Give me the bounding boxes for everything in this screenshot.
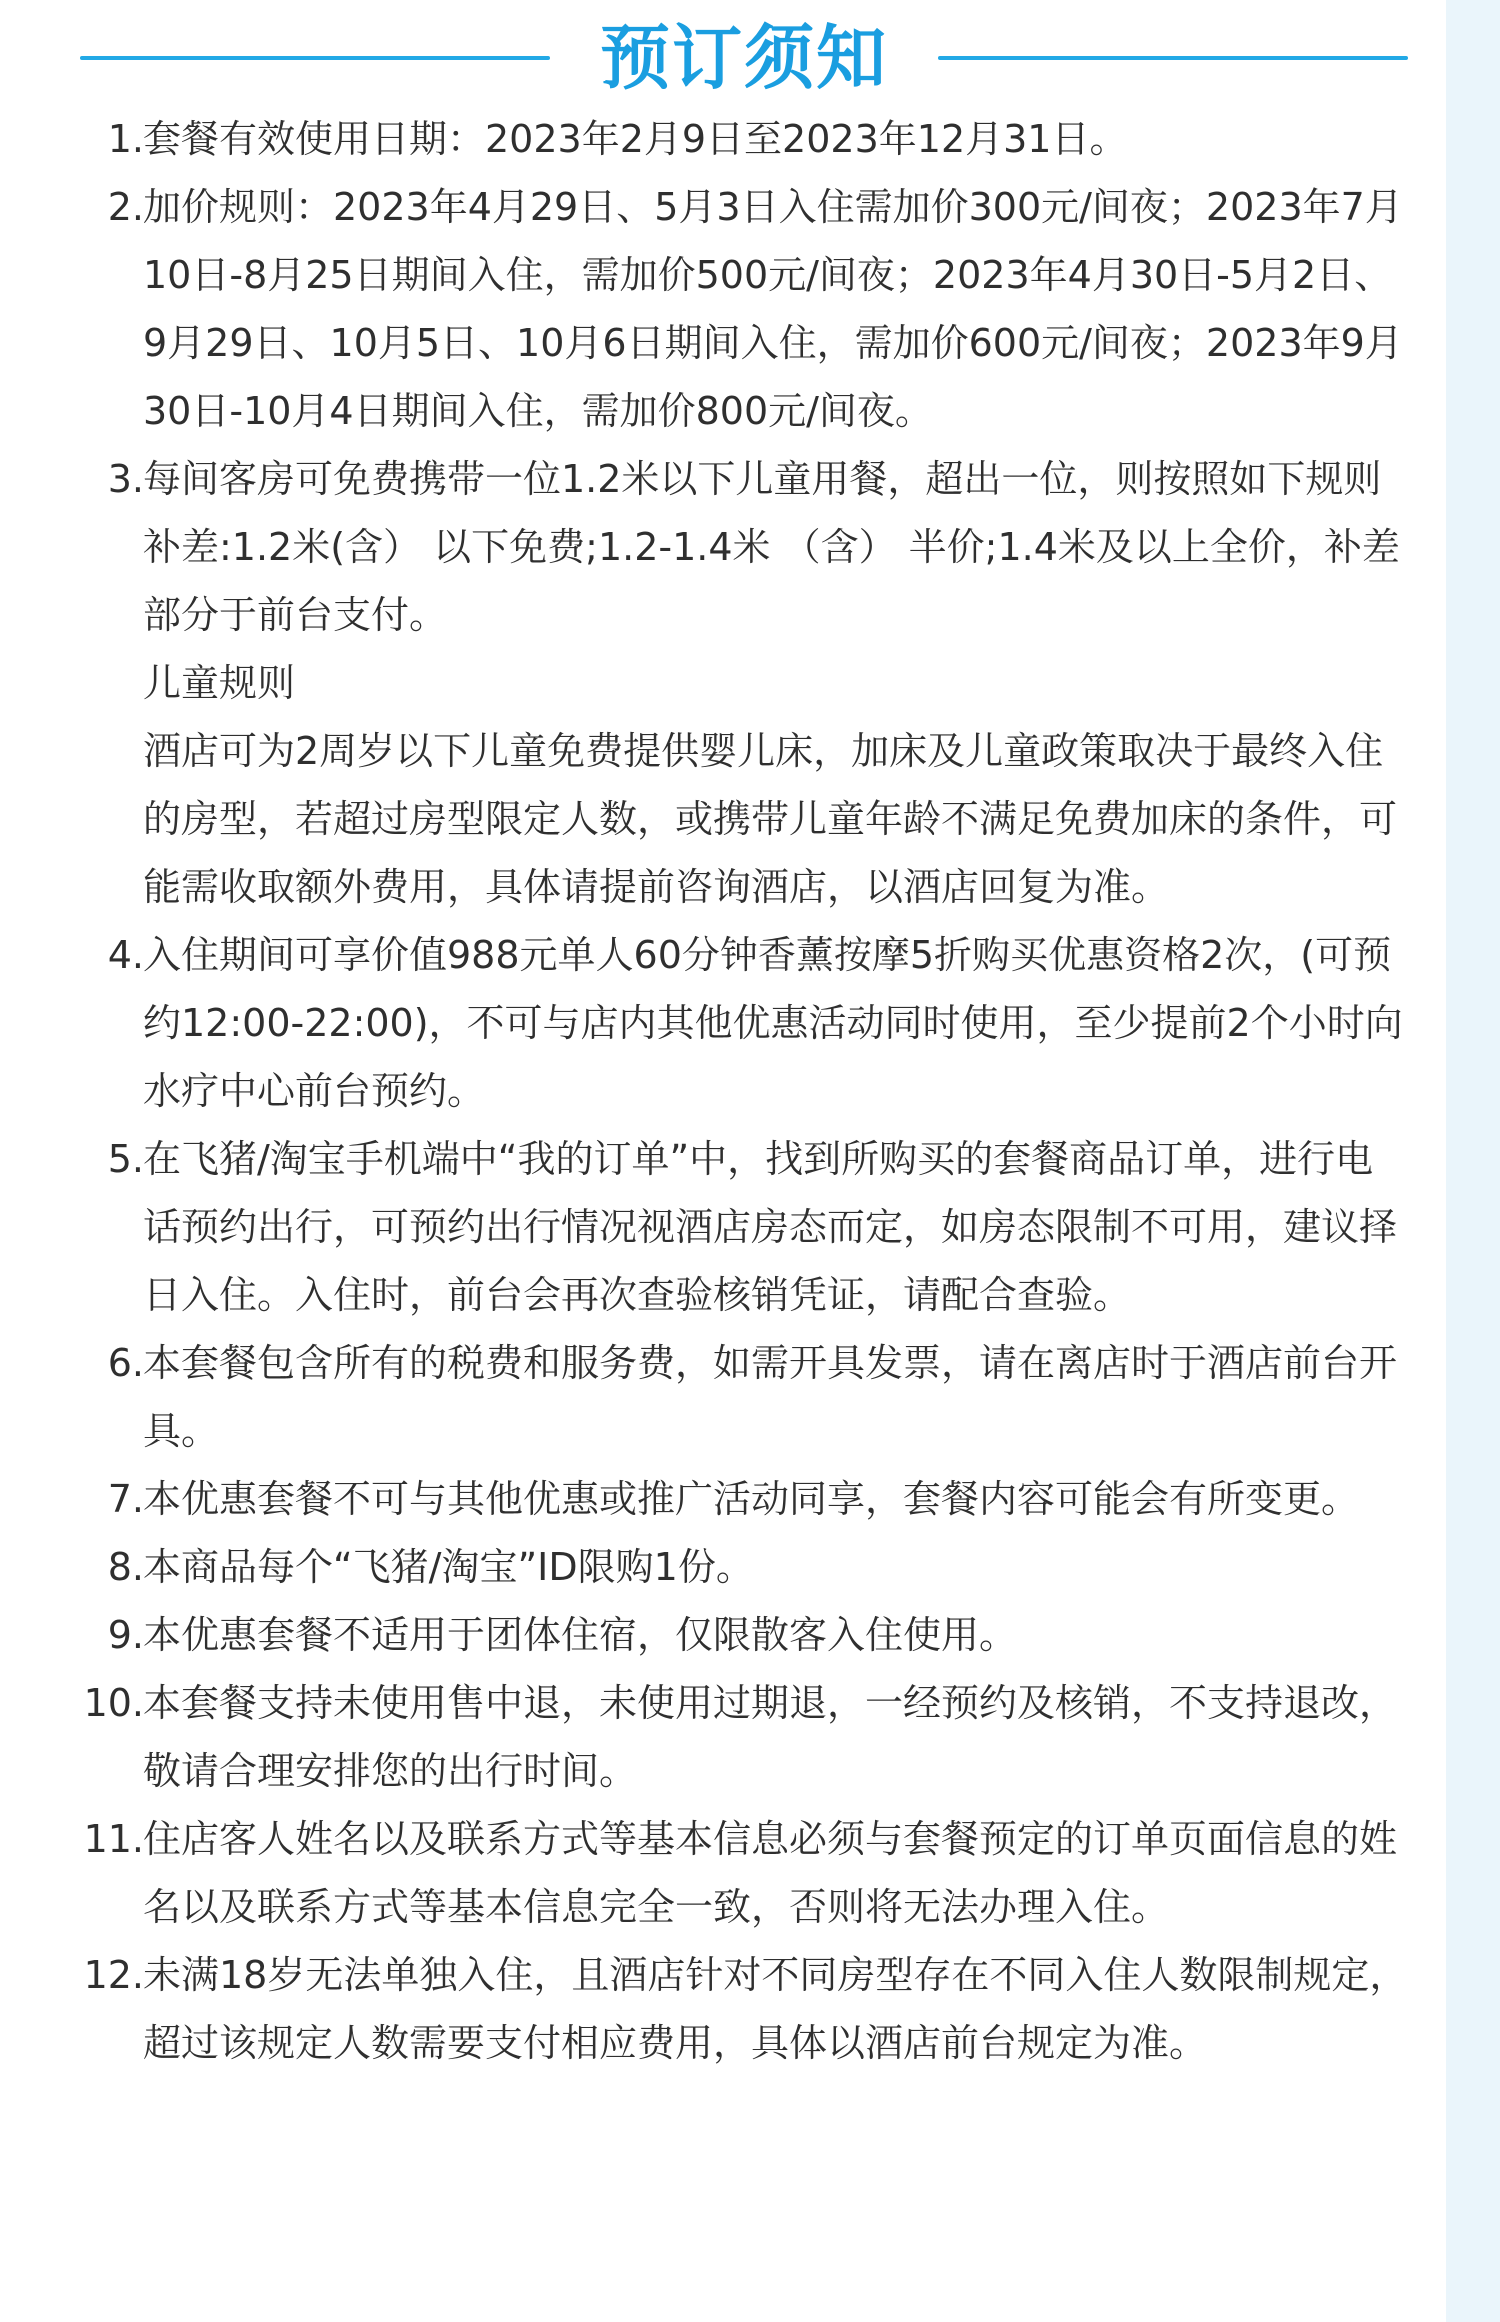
notice-item-number: 9. [107, 1613, 144, 1657]
notice-item-7 [80, 1465, 1410, 1533]
notice-item-2 [80, 173, 1410, 445]
section-title: 预订须知 [600, 17, 888, 99]
notice-item-text: 套餐有效使用日期：2023年2月9日至2023年12月31日。 [143, 117, 1128, 161]
header-divider-right [938, 56, 1408, 60]
notice-item-number: 10. [83, 1681, 144, 1725]
notice-item-number: 4. [107, 933, 144, 977]
notice-item-text: 本套餐支持未使用售中退，未使用过期退，一经预约及核销，不支持退改，敬请合理安排您的出行时间。 [143, 1681, 1398, 1793]
section-header [80, 14, 1408, 102]
notice-item-text: 住店客人姓名以及联系方式等基本信息必须与套餐预定的订单页面信息的姓名以及联系方式等基本信息完全一致，否则将无法办理入住。 [143, 1817, 1398, 1929]
notice-item-number: 11. [83, 1817, 144, 1861]
notice-item-text: 加价规则：2023年4月29日、5月3日入住需加价300元/间夜；2023年7月10日-8月25日期间入住，需加价500元/间夜；2023年4月30日-5月2日、9月29日、10月5日、10月6日期间入住，需加价600元/间夜；2023年9月30日-10月4日期间入住，需加价800元/间夜。 [143, 185, 1403, 433]
child-rules-text: 酒店可为2周岁以下儿童免费提供婴儿床，加床及儿童政策取决于最终入住的房型，若超过房型限定人数，或携带儿童年龄不满足免费加床的条件，可能需收取额外费用，具体请提前咨询酒店，以酒店回复为准。 [143, 729, 1398, 909]
notice-item-text: 每间客房可免费携带一位1.2米以下儿童用餐，超出一位，则按照如下规则补差:1.2米(含） 以下免费;1.2-1.4米 （含） 半价;1.4米及以上全价，补差部分于前台支付。 [143, 457, 1400, 637]
notice-item-text: 本优惠套餐不可与其他优惠或推广活动同享，套餐内容可能会有所变更。 [143, 1477, 1360, 1521]
header-divider-left [80, 56, 550, 60]
notice-item-12 [80, 1941, 1410, 2077]
notice-item-11 [80, 1805, 1410, 1941]
notice-item-text: 在飞猪/淘宝手机端中“我的订单”中，找到所购买的套餐商品订单，进行电话预约出行，可预约出行情况视酒店房态而定，如房态限制不可用，建议择日入住。入住时，前台会再次查验核销凭证，请配合查验。 [143, 1137, 1398, 1317]
notice-item-text: 本优惠套餐不适用于团体住宿，仅限散客入住使用。 [143, 1613, 1018, 1657]
notice-item-text: 未满18岁无法单独入住，且酒店针对不同房型存在不同入住人数限制规定，超过该规定人数需要支付相应费用，具体以酒店前台规定为准。 [143, 1953, 1408, 2065]
notice-item-number: 1. [107, 117, 144, 161]
notice-item-10 [80, 1669, 1410, 1805]
notice-item-number: 2. [107, 185, 144, 229]
notice-item-1 [80, 105, 1410, 173]
notice-item-number: 7. [107, 1477, 144, 1521]
notice-item-3 [80, 445, 1410, 921]
notice-item-number: 3. [107, 457, 144, 501]
notice-item-number: 8. [107, 1545, 144, 1589]
notice-item-number: 6. [107, 1341, 144, 1385]
notice-item-text: 本套餐包含所有的税费和服务费，如需开具发票，请在离店时于酒店前台开具。 [143, 1341, 1398, 1453]
notice-item-text: 入住期间可享价值988元单人60分钟香薰按摩5折购买优惠资格2次，(可预约12:00-22:00)，不可与店内其他优惠活动同时使用，至少提前2个小时向水疗中心前台预约。 [143, 933, 1403, 1113]
notice-item-9 [80, 1601, 1410, 1669]
notice-list [80, 105, 1410, 2077]
notice-item-8 [80, 1533, 1410, 1601]
notice-item-4 [80, 921, 1410, 1125]
notice-item-5 [80, 1125, 1410, 1329]
notice-item-text: 本商品每个“飞猪/淘宝”ID限购1份。 [143, 1545, 754, 1589]
notice-item-number: 5. [107, 1137, 144, 1181]
notice-item-6 [80, 1329, 1410, 1465]
notice-item-number: 12. [83, 1953, 144, 1997]
child-rules-heading: 儿童规则 [143, 661, 296, 705]
